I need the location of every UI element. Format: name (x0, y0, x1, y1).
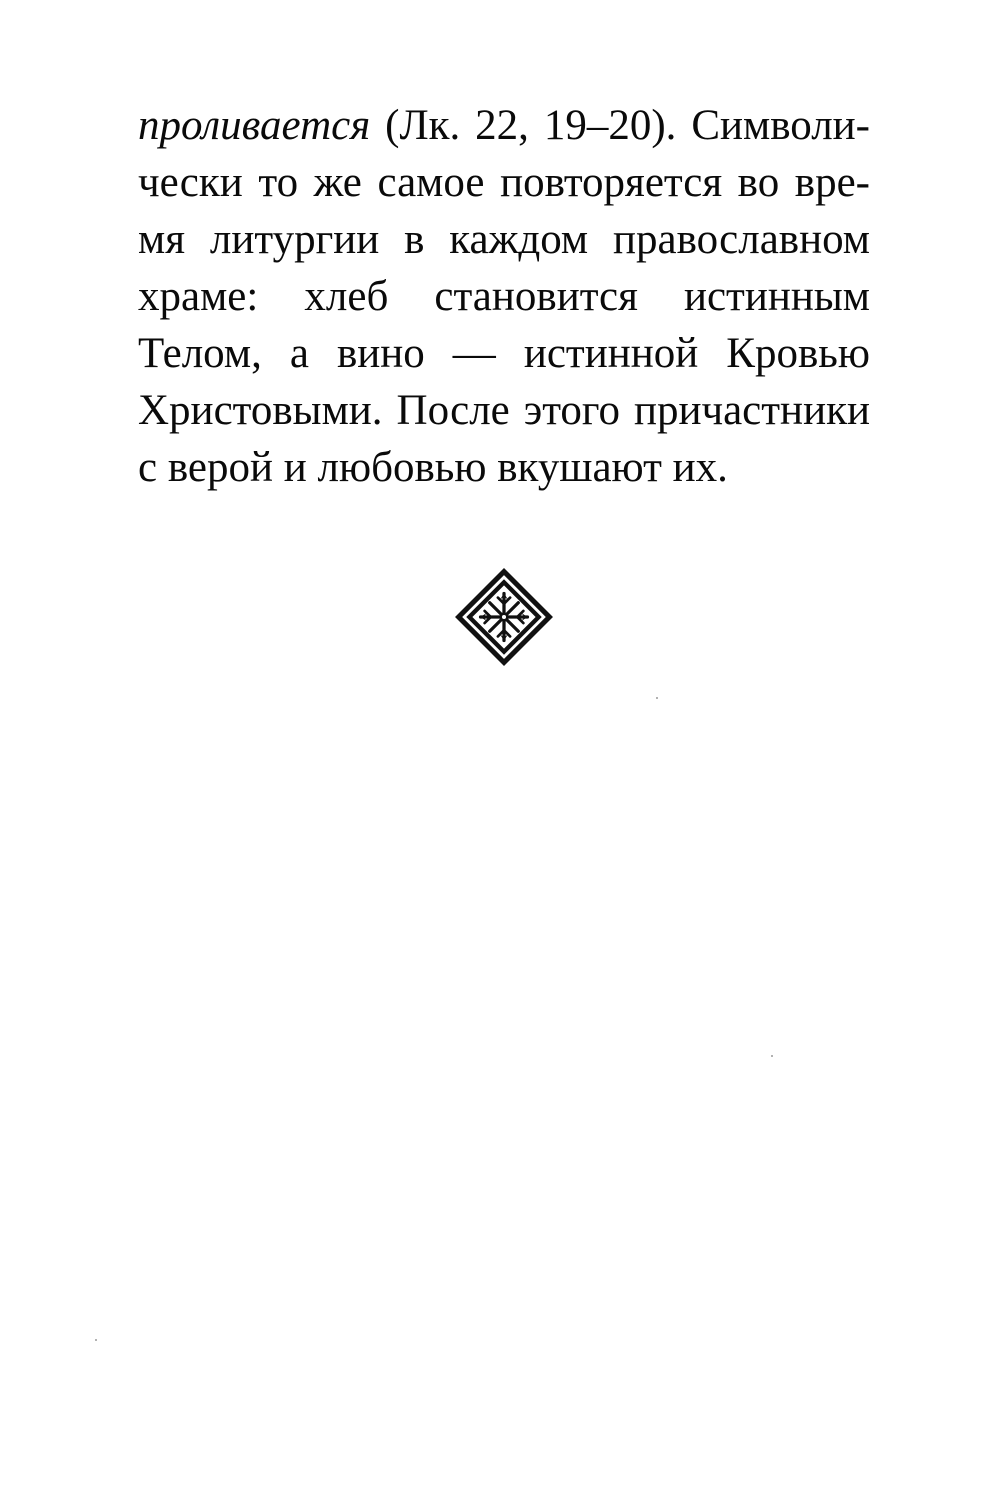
text-line-1-rest: (Лк. 22, 19–20). Символи- (370, 102, 870, 149)
paper-speck (656, 697, 658, 699)
text-line-2: чески то же самое повторяется во вре- (138, 159, 870, 206)
text-line-6: Христовыми. После этого причастники (138, 387, 870, 434)
text-line-3: мя литургии в каждом православном (138, 216, 870, 263)
italic-word: проливается (138, 102, 371, 149)
text-line-7: с верой и любовью вкушают их. (138, 444, 728, 491)
paper-speck (771, 1055, 773, 1057)
paper-speck (95, 1339, 97, 1341)
diamond-snowflake-ornament-icon (453, 566, 555, 668)
body-text (138, 97, 870, 496)
text-line-4: храме: хлеб становится истинным (138, 273, 870, 320)
text-line-5: Телом, а вино — истинной Кровью (138, 330, 870, 377)
text-line-1 (138, 97, 870, 154)
